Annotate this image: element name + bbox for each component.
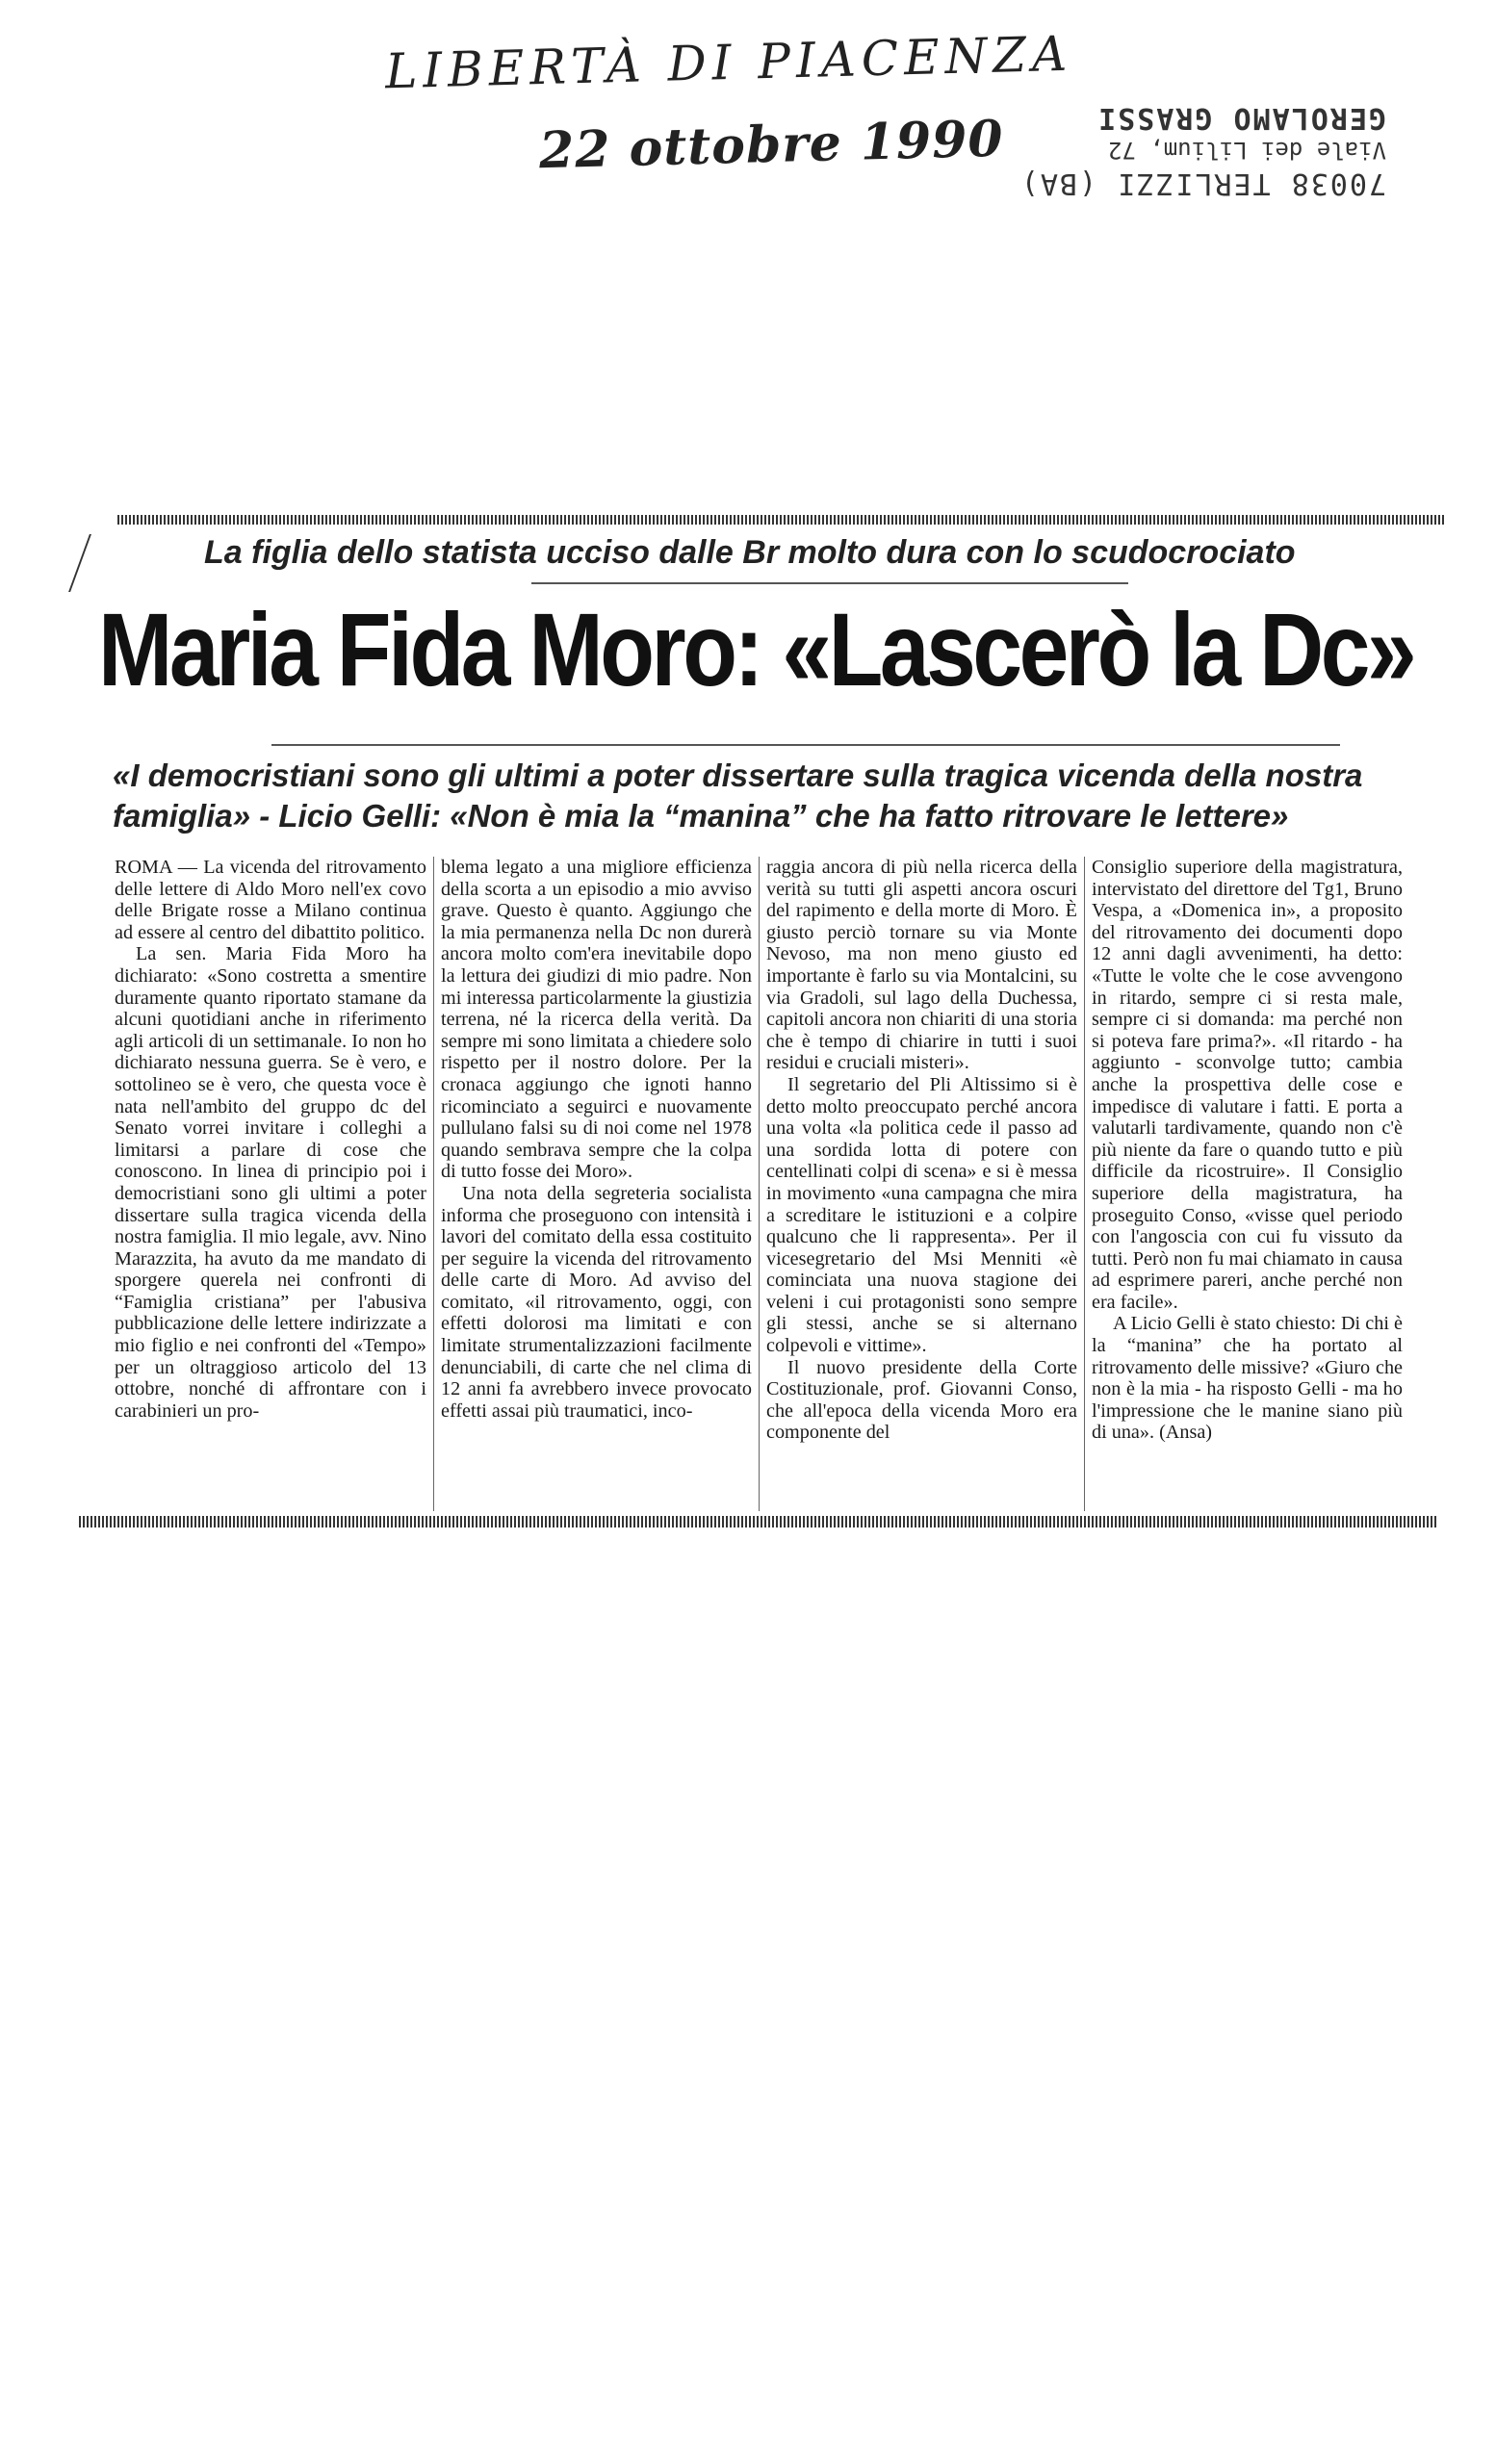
paragraph: Il segretario del Pli Altissimo si è detto molto preoccupato perché ancora una volta «la politica cede il passo ad una sordida lotta di potere con centellinati colpi di scena» e si è messa in movimento «una campagna che mira a screditare le istituzioni e a colpire qualcuno che li rappresenta». Per il vicesegretario del Msi Menniti «è cominciata una nuova stagione dei veleni i cui protagonisti sono sempre gli stessi, anche se si alternano colpevoli e vittime». (766, 1073, 1077, 1357)
article-deck (113, 756, 1441, 836)
stamp-line-name: GEROLAMO GRASSI (1096, 101, 1386, 135)
paragraph: La sen. Maria Fida Moro ha dichiarato: «Sono costretta a smentire duramente quanto riportato stamane da alcuni quotidiani anche in riferimento agli articoli di un settimanale. Io non ho dichiarato nessuna guerra. Se è vero, e sottolineo se è vero, che questa voce è nata nell'ambito del gruppo dc del Senato vorrei invitare i colleghi a limitarsi a parlare di cose che conoscono. In linea di principio poi i democristiani sono gli ultimi a poter dissertare sulla tragica vicenda della nostra famiglia. Il mio legale, avv. Nino Marazzita, ha avuto da me mandato di sporgere querela nei confronti di “Famiglia cristiana” per l'abusiva pubblicazione delle lettere indirizzate a mio figlio e nei confronti del «Tempo» per un oltraggioso articolo del 13 ottobre, nonché di affrontare con i carabinieri un pro- (115, 943, 426, 1422)
deck-line-1: «I democristiani sono gli ultimi a poter dissertare sulla tragica vicenda della nostra (113, 757, 1363, 793)
body-column-4 (1084, 857, 1409, 1511)
top-border-rule (117, 515, 1444, 525)
kicker-rule (531, 582, 1128, 584)
handwritten-date: 22 ottobre 1990 (538, 109, 1005, 181)
paragraph: Consiglio superiore della magistratura, intervistato del direttore del Tg1, Bruno Vespa, a «Domenica in», a proposito del ritrovamento dei documenti dopo 12 anni dagli avvenimenti, ha detto: «Tutte le volte che le cose avvengono in ritardo, sempre ci si resta male, sempre ci si domanda: ma perché non si poteva fare prima?». «Il ritardo - ha aggiunto - sconvolge tutto; cambia anche la prospettiva delle cose e impedisce di valutare i fatti. E porta a valutarli tardivamente, quando non c'è più niente da fare o quando tutto e più difficile da ricostruire». Il Consiglio superiore della magistratura, ha proseguito Conso, «visse quel periodo con l'angoscia con cui fu vissuto da tutti. Però non fu mai chiamato in causa ad esprimere pareri, anche perché non era facile». (1092, 857, 1403, 1313)
article-headline: Maria Fida Moro: «Lascerò la Dc» (98, 591, 1414, 707)
corner-mark (68, 534, 111, 592)
headline-rule (271, 744, 1340, 746)
newspaper-clipping (79, 515, 1446, 1540)
handwritten-newspaper-name: LIBERTÀ DI PIACENZA (384, 25, 1073, 100)
stamp-line-street: Viale dei Lilium, 72 (1108, 137, 1386, 164)
article-body (108, 857, 1446, 1511)
paragraph: raggia ancora di più nella ricerca della verità su tutti gli aspetti ancora oscuri del rapimento e della morte di Moro. È giusto perciò tornare su via Monte Nevoso, ma non meno giusto ed importante è farlo su via Montalcini, su via Gradoli, sul lago della Duchessa, capitoli ancora non chiariti di una storia che è tempo di chiarire in tutti i suoi residui e cruciali misteri». (766, 857, 1077, 1074)
article-kicker: La figlia dello statista ucciso dalle Br molto dura con lo scudocrociato (204, 534, 1296, 571)
deck-line-2: famiglia» - Licio Gelli: «Non è mia la “manina” che ha fatto ritrovare le lettere» (113, 798, 1289, 834)
body-column-3 (759, 857, 1084, 1511)
paragraph: blema legato a una migliore efficienza della scorta a un episodio a mio avviso grave. Questo è quanto. Aggiungo che la mia permanenza nella Dc non durerà ancora molto com'era inevitabile dopo la lettura dei giudizi di mio padre. Non mi interessa particolarmente la giustizia terrena, né la ricerca della verità. Da sempre mi sono limitata a chiedere solo rispetto per il nostro dolore. Per la cronaca aggiungo che ignoti hanno ricominciato a seguirci e nuovamente pullulano falsi su di noi come nel 1978 quando sembrava sempre che la colpa di tutto fosse dei Moro». (441, 857, 752, 1183)
paragraph: ROMA — La vicenda del ritrovamento delle lettere di Aldo Moro nell'ex covo delle Brigate rosse a Milano continua ad essere al centro del dibattito politico. (115, 857, 426, 943)
paragraph: A Licio Gelli è stato chiesto: Di chi è la “manina” che ha portato al ritrovamento delle missive? «Giuro che non è la mia - ha risposto Gelli - ma ho l'impressione che le manine siano più di una». (Ansa) (1092, 1313, 1403, 1444)
body-column-1 (108, 857, 433, 1511)
paragraph: Una nota della segreteria socialista informa che proseguono con intensità i lavori del comitato della essa costituito per seguire la vicenda del ritrovamento delle carte di Moro. Ad avviso del comitato, «il ritrovamento, oggi, con effetti dolorosi ma limitati e con limitate strumentalizzazioni facilmente denunciabili, di carte che nel clima di 12 anni fa avrebbero invece provocato effetti assai più traumatici, inco- (441, 1182, 752, 1422)
stamp-line-city: 70038 TERLIZZI (BA) (1019, 167, 1386, 200)
paragraph: Il nuovo presidente della Corte Costituzionale, prof. Giovanni Conso, che all'epoca della vicenda Moro era componente del (766, 1356, 1077, 1444)
bottom-border-rule (79, 1516, 1436, 1527)
body-column-2 (433, 857, 759, 1511)
address-stamp (1011, 101, 1386, 199)
